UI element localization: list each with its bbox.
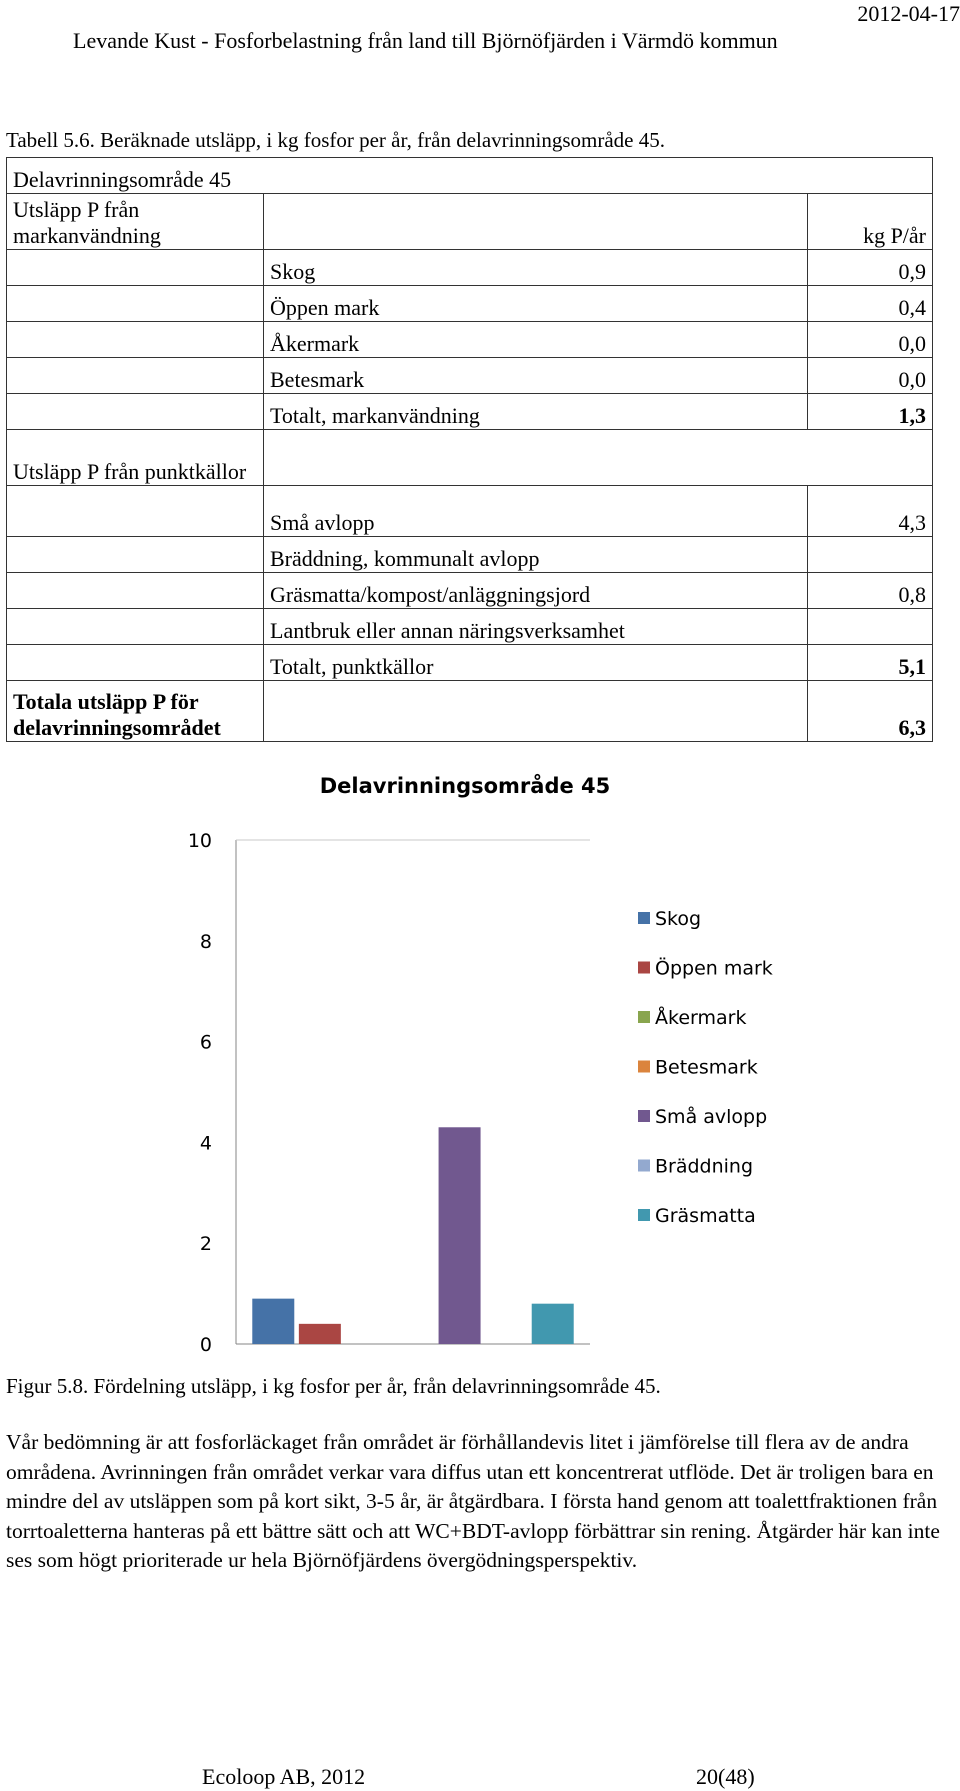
row-label: Öppen mark — [264, 286, 808, 322]
bar-öppen-mark — [299, 1324, 341, 1344]
row-label: Skog — [264, 250, 808, 286]
row-label: Lantbruk eller annan näringsverksamhet — [264, 609, 808, 645]
total-markanvandning-value: 1,3 — [808, 394, 933, 430]
row-value: 0,9 — [808, 250, 933, 286]
figure-caption: Figur 5.8. Fördelning utsläpp, i kg fosfor per år, från delavrinningsområde 45. — [6, 1374, 661, 1398]
bar-skog — [252, 1299, 294, 1344]
row-value: 0,0 — [808, 322, 933, 358]
row-value: 0,4 — [808, 286, 933, 322]
footer-page-number: 20(48) — [696, 1764, 755, 1789]
row-value: 0,0 — [808, 358, 933, 394]
legend-swatch — [638, 1110, 650, 1122]
total-punktkallor-value: 5,1 — [808, 645, 933, 681]
bar-chart — [0, 760, 960, 1360]
chart-title: Delavrinningsområde 45 — [319, 774, 611, 798]
header-date: 2012-04-17 — [857, 1, 960, 26]
legend-label: Åkermark — [655, 1007, 747, 1029]
legend-label: Skog — [655, 908, 702, 930]
body-paragraph: Vår bedömning är att fosforläckaget från området är förhållandevis litet i jämförelse till flera av de andra områdena. Avrinningen från området verkar vara diffus utan ett koncentrerat utflöde. Det är troligen bara en mindre del av utsläppen som på kort sikt, 3-5 år, är åtgärdbara. I första hand genom att toalettfraktionen från torrtoaletterna hanteras på ett bättre sätt och att WC+BDT-avlopp förbättrar sin rening. Åtgärder här kan inte ses som högt prioriterade ur hela Björnöfjärdens övergödningsperspektiv. — [6, 1430, 940, 1572]
legend-label: Gräsmatta — [655, 1205, 756, 1227]
row-value — [808, 609, 933, 645]
footer-company: Ecoloop AB, 2012 — [202, 1764, 366, 1789]
row-label: Betesmark — [264, 358, 808, 394]
legend-swatch — [638, 1160, 650, 1172]
phosphorus-table — [6, 157, 933, 742]
legend-swatch — [638, 1209, 650, 1221]
table-caption: Tabell 5.6. Beräknade utsläpp, i kg fosfor per år, från delavrinningsområde 45. — [6, 128, 665, 152]
legend-label: Betesmark — [655, 1056, 758, 1079]
legend-label: Små avlopp — [655, 1106, 768, 1128]
row-value — [808, 537, 933, 573]
row-label: Bräddning, kommunalt avlopp — [264, 537, 808, 573]
row-label: Gräsmatta/kompost/anläggningsjord — [264, 573, 808, 609]
section-punktkallor: Utsläpp P från punktkällor — [7, 430, 264, 486]
bar-små-avlopp — [439, 1127, 481, 1344]
y-tick-label: 2 — [199, 1233, 212, 1256]
row-label: Små avlopp — [264, 486, 808, 537]
header-title: Levande Kust - Fosforbelastning från land till Björnöfjärden i Värmdö kommun — [73, 28, 778, 53]
legend-label: Öppen mark — [655, 957, 773, 980]
total-markanvandning-label: Totalt, markanvändning — [264, 394, 808, 430]
legend-swatch — [638, 1011, 650, 1023]
legend-swatch — [638, 912, 650, 924]
unit-label: kg P/år — [808, 194, 933, 250]
legend-label: Bräddning — [655, 1155, 754, 1178]
legend-swatch — [638, 962, 650, 974]
grand-total-label: Totala utsläpp P för delavrinningsområdet — [7, 681, 264, 742]
section-markanvandning: Utsläpp P från markanvändning — [7, 194, 264, 250]
row-label: Åkermark — [264, 322, 808, 358]
y-tick-label: 6 — [199, 1031, 212, 1054]
y-tick-label: 8 — [199, 930, 212, 953]
legend-swatch — [638, 1061, 650, 1073]
total-punktkallor-label: Totalt, punktkällor — [264, 645, 808, 681]
y-tick-label: 4 — [199, 1132, 212, 1155]
row-value: 4,3 — [808, 486, 933, 537]
row-value: 0,8 — [808, 573, 933, 609]
bar-gräsmatta — [532, 1304, 574, 1344]
grand-total-value: 6,3 — [808, 681, 933, 742]
table-heading: Delavrinningsområde 45 — [7, 158, 933, 194]
y-tick-label: 0 — [199, 1334, 212, 1356]
y-tick-label: 10 — [187, 830, 212, 852]
